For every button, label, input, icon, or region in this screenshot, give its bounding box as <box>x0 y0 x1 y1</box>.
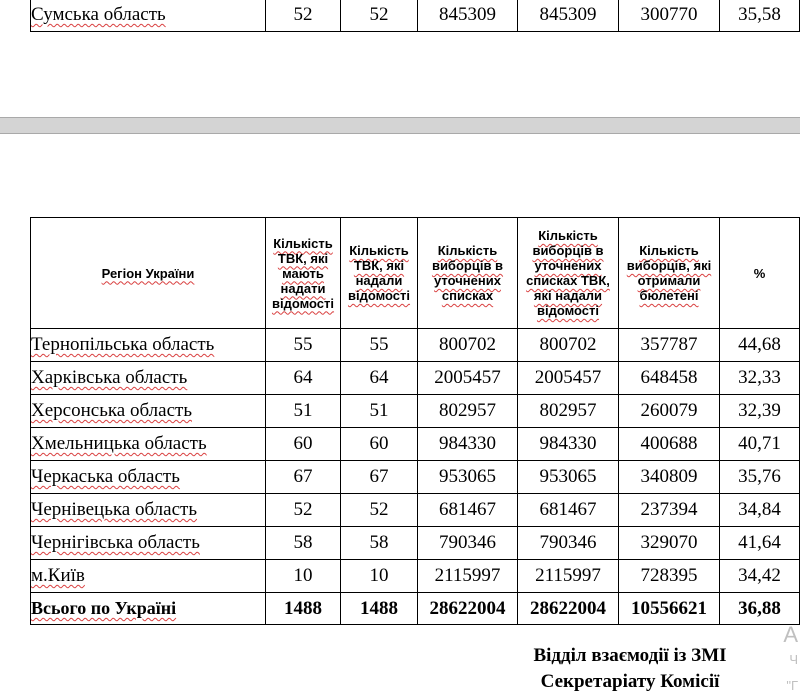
voters-lists-cell: 2005457 <box>418 362 518 395</box>
voters-lists-reported-cell: 953065 <box>518 461 619 494</box>
voters-lists-reported-cell: 984330 <box>518 428 619 461</box>
voters-lists-reported-cell: 681467 <box>518 494 619 527</box>
region-cell: Херсонська область <box>31 395 266 428</box>
voters-lists-reported-cell: 800702 <box>518 329 619 362</box>
voters-lists-cell: 681467 <box>418 494 518 527</box>
table-header-row <box>31 218 800 329</box>
percent-cell: 44,68 <box>720 329 800 362</box>
voters-lists-cell: 790346 <box>418 527 518 560</box>
tvk-to-report-cell: 52 <box>266 0 341 32</box>
table-row <box>31 0 800 32</box>
table-row <box>31 560 800 593</box>
side-note-line: "Г <box>786 678 798 693</box>
header-tvk-reported: Кількість ТВК, які надали відомості <box>341 218 418 329</box>
region-cell: Черкаська область <box>31 461 266 494</box>
voters-lists-reported-cell: 845309 <box>518 0 619 32</box>
tvk-to-report-cell: 67 <box>266 461 341 494</box>
tvk-to-report-cell: 64 <box>266 362 341 395</box>
header-percent: % <box>720 218 800 329</box>
total-ballots-received-cell: 10556621 <box>619 593 720 625</box>
header-ballots-received: Кількість виборців, які отримали бюлетені <box>619 218 720 329</box>
total-row <box>31 593 800 625</box>
table-row <box>31 461 800 494</box>
voters-lists-reported-cell: 2005457 <box>518 362 619 395</box>
tvk-to-report-cell: 60 <box>266 428 341 461</box>
table-row <box>31 428 800 461</box>
region-cell: Сумська область <box>31 0 266 32</box>
voters-lists-cell: 984330 <box>418 428 518 461</box>
table-row <box>31 329 800 362</box>
results-table-continued <box>30 0 800 32</box>
side-note-letter: А <box>783 622 798 647</box>
total-percent-cell: 36,88 <box>720 593 800 625</box>
region-cell: Харківська область <box>31 362 266 395</box>
percent-cell: 40,71 <box>720 428 800 461</box>
tvk-reported-cell: 58 <box>341 527 418 560</box>
voters-lists-reported-cell: 790346 <box>518 527 619 560</box>
ballots-received-cell: 648458 <box>619 362 720 395</box>
voters-lists-reported-cell: 802957 <box>518 395 619 428</box>
percent-cell: 34,84 <box>720 494 800 527</box>
tvk-to-report-cell: 55 <box>266 329 341 362</box>
ballots-received-cell: 728395 <box>619 560 720 593</box>
tvk-to-report-cell: 10 <box>266 560 341 593</box>
table-row <box>31 395 800 428</box>
total-region-cell: Всього по Україні <box>31 593 266 625</box>
voters-lists-cell: 2115997 <box>418 560 518 593</box>
percent-cell: 32,33 <box>720 362 800 395</box>
results-table <box>30 217 800 625</box>
tvk-to-report-cell: 51 <box>266 395 341 428</box>
document-page-lower <box>0 134 800 696</box>
footer-department: Відділ взаємодії із ЗМІ <box>533 645 727 666</box>
ballots-received-cell: 329070 <box>619 527 720 560</box>
voters-lists-cell: 953065 <box>418 461 518 494</box>
footer-secretariat: Секретаріату Комісії <box>540 671 720 692</box>
total-tvk-reported-cell: 1488 <box>341 593 418 625</box>
tvk-reported-cell: 51 <box>341 395 418 428</box>
ballots-received-cell: 237394 <box>619 494 720 527</box>
region-cell: Хмельницька область <box>31 428 266 461</box>
ballots-received-cell: 300770 <box>619 0 720 32</box>
total-tvk-to-report-cell: 1488 <box>266 593 341 625</box>
ballots-received-cell: 357787 <box>619 329 720 362</box>
tvk-reported-cell: 64 <box>341 362 418 395</box>
ballots-received-cell: 340809 <box>619 461 720 494</box>
percent-cell: 41,64 <box>720 527 800 560</box>
header-voters-lists-reported: Кількість виборців в уточнених списках ТВК, які надали відомості <box>518 218 619 329</box>
table-row <box>31 494 800 527</box>
header-voters-lists: Кількість виборців в уточнених списках <box>418 218 518 329</box>
tvk-to-report-cell: 52 <box>266 494 341 527</box>
region-cell: м.Київ <box>31 560 266 593</box>
region-cell: Чернігівська область <box>31 527 266 560</box>
percent-cell: 34,42 <box>720 560 800 593</box>
document-page-upper <box>0 0 800 117</box>
percent-cell: 35,58 <box>720 0 800 32</box>
percent-cell: 35,76 <box>720 461 800 494</box>
voters-lists-cell: 800702 <box>418 329 518 362</box>
percent-cell: 32,39 <box>720 395 800 428</box>
header-region: Регіон України <box>31 218 266 329</box>
tvk-reported-cell: 55 <box>341 329 418 362</box>
voters-lists-cell: 802957 <box>418 395 518 428</box>
side-note-line: Ч <box>789 652 798 667</box>
table-row <box>31 527 800 560</box>
tvk-reported-cell: 52 <box>341 494 418 527</box>
tvk-to-report-cell: 58 <box>266 527 341 560</box>
region-cell: Чернівецька область <box>31 494 266 527</box>
header-tvk-to-report: Кількість ТВК, які мають надати відомості <box>266 218 341 329</box>
table-row <box>31 362 800 395</box>
page-break-separator <box>0 117 800 134</box>
tvk-reported-cell: 67 <box>341 461 418 494</box>
total-voters-lists-reported-cell: 28622004 <box>518 593 619 625</box>
tvk-reported-cell: 52 <box>341 0 418 32</box>
region-cell: Тернопільська область <box>31 329 266 362</box>
voters-lists-cell: 845309 <box>418 0 518 32</box>
tvk-reported-cell: 10 <box>341 560 418 593</box>
ballots-received-cell: 400688 <box>619 428 720 461</box>
ballots-received-cell: 260079 <box>619 395 720 428</box>
voters-lists-reported-cell: 2115997 <box>518 560 619 593</box>
tvk-reported-cell: 60 <box>341 428 418 461</box>
total-voters-lists-cell: 28622004 <box>418 593 518 625</box>
